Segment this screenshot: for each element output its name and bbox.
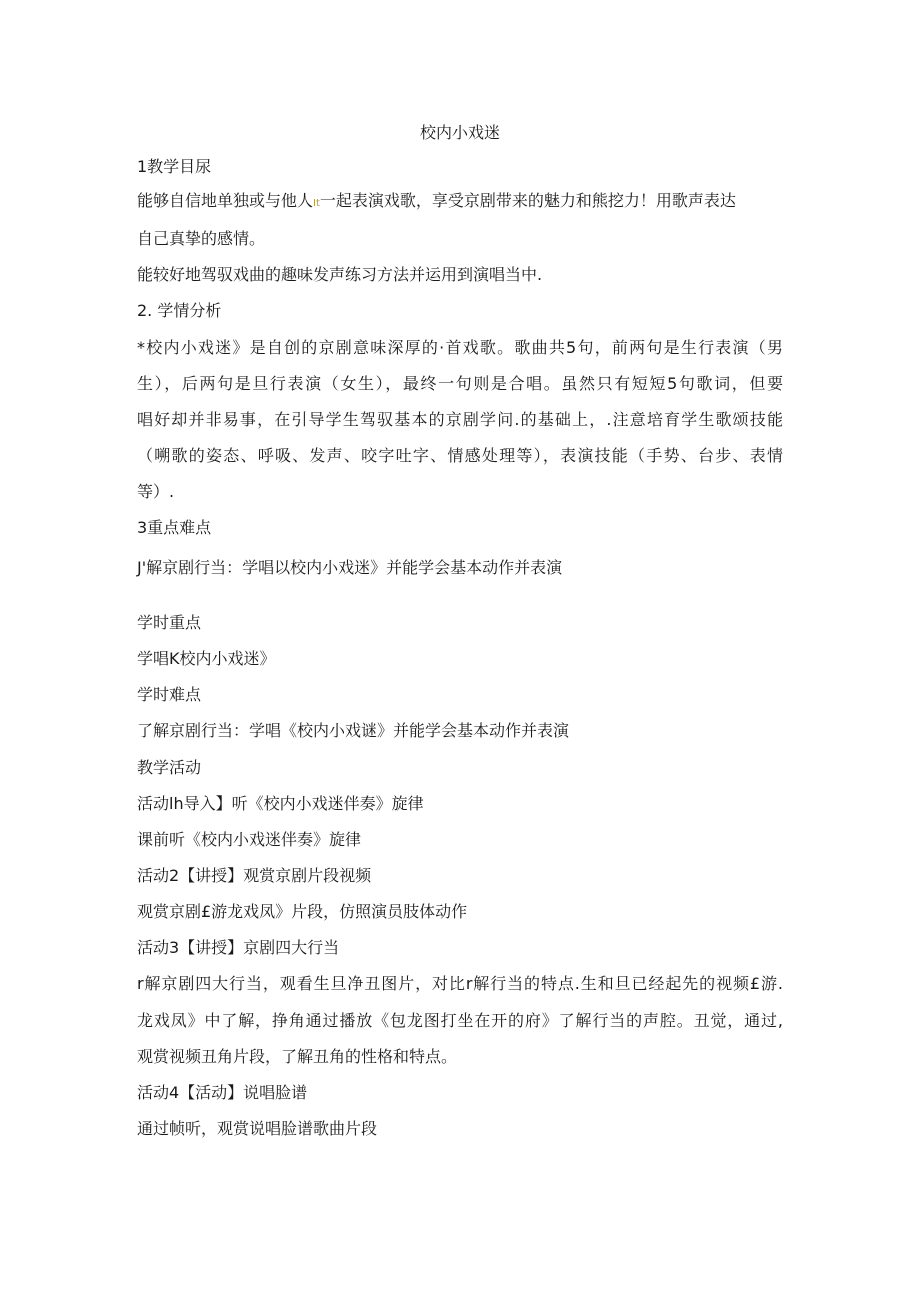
activity-4-heading: 活动4【活动】说唱脸谱 — [137, 1083, 308, 1102]
goal-text-part-2: 一起表演戏歌，享受京剧带来的魅力和熊挖力！用歌声表达 — [319, 191, 736, 210]
heading-lesson-difficulty: 学时难点 — [137, 685, 202, 704]
analysis-line-3: 唱好却并非易事，在引导学生驾驭基本的京剧学问.的基础上，.注意培育学生歌颂技能 — [137, 410, 783, 429]
goal-text-part-1: 能够自信地单独或与他人 — [137, 191, 314, 210]
heading-key-points: 3重点难点 — [137, 518, 212, 537]
activity-1-heading: 活动lh导入】听《校内小戏迷伴奏》旋律 — [137, 794, 424, 813]
goal-paragraph-2: 能较好地驾驭戏曲的趣味发声练习方法并运用到演唱当中. — [137, 265, 543, 284]
heading-learning-analysis: 2. 学情分析 — [137, 301, 222, 320]
heading-teaching-activities: 教学活动 — [137, 758, 202, 777]
activity-3-text-line-1: r解京剧四大行当，观看生旦净丑图片，对比r解行当的特点.生和旦已经起先的视频£游. — [137, 974, 783, 993]
analysis-line-2: 生），后两句是旦行表演（女生），最终一句则是合唱。虽然只有短短5句歌词，但要 — [137, 374, 783, 393]
activity-3-text-line-2: 龙戏凤》中了解，挣角通过播放《包龙图打坐在开的府》了解行当的声腔。丑觉，通过, — [137, 1011, 783, 1030]
stray-mark: It — [313, 198, 320, 209]
lesson-focus-text: 学唱K校内小戏迷》 — [137, 649, 276, 668]
page-title: 校内小戏迷 — [419, 123, 500, 142]
activity-4-text: 通过帧听，观赏说唱脸谱歌曲片段 — [137, 1119, 378, 1138]
activity-2-text: 观赏京剧£游龙戏凤》片段，仿照演员肢体动作 — [137, 902, 468, 921]
lesson-difficulty-text: 了解京剧行当：学唱《校内小戏谜》并能学会基本动作并表演 — [137, 721, 570, 740]
activity-1-text: 课前听《校内小戏迷伴奏》旋律 — [137, 830, 362, 849]
goal-paragraph-line-1 — [137, 190, 736, 215]
activity-3-heading: 活动3【讲授】京剧四大行当 — [137, 938, 340, 957]
key-points-text: J'解京剧行当：学唱以校内小戏迷》并能学会基本动作并表演 — [137, 558, 563, 577]
activity-2-heading: 活动2【讲授】观赏京剧片段视频 — [137, 866, 372, 885]
analysis-line-5: 等）. — [137, 482, 175, 501]
analysis-line-1: *校内小戏迷》是自创的京剧意味深厚的·首戏歌。歌曲共5句，前两句是生行表演（男 — [137, 338, 783, 357]
heading-teaching-goals: 1教学目尿 — [137, 157, 212, 176]
analysis-line-4: （嗍歌的姿态、呼吸、发声、咬字吐字、情感处理等），表演技能（手势、台步、表情 — [137, 446, 783, 465]
activity-3-text-line-3: 观赏视频丑角片段，了解丑角的性格和特点。 — [137, 1047, 458, 1066]
goal-paragraph-line-2: 自己真挚的感情。 — [137, 229, 266, 248]
heading-lesson-focus: 学时重点 — [137, 613, 202, 632]
